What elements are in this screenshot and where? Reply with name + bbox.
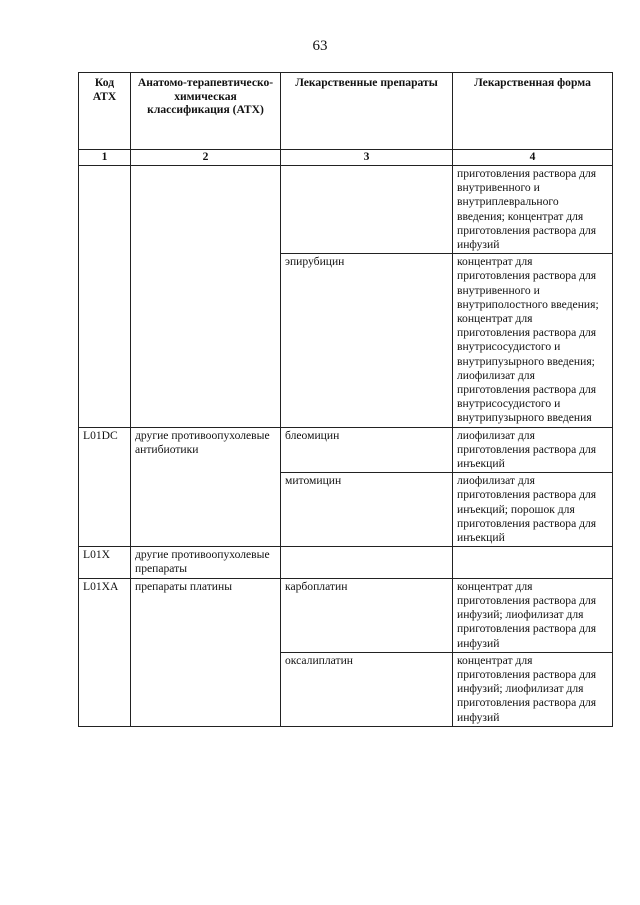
column-number-row <box>79 150 613 166</box>
table-row <box>79 547 613 578</box>
atc-class-cell: другие противоопухолевые препараты <box>131 547 281 578</box>
header-atc-classification: Анатомо-терапевтическо-химическая классификация (АТХ) <box>131 73 281 150</box>
atc-code-cell: L01DC <box>79 427 131 547</box>
header-dosage-form: Лекарственная форма <box>453 73 613 150</box>
drug-cell: митомицин <box>281 473 453 547</box>
drug-cell <box>281 547 453 578</box>
atc-code-cell <box>79 166 131 428</box>
header-atc-code: Код АТХ <box>79 73 131 150</box>
form-cell: лиофилизат для приготовления раствора для инъекций; порошок для приготовления раствора для инъекций <box>453 473 613 547</box>
atc-class-cell: другие противоопухолевые антибиотики <box>131 427 281 547</box>
page-number: 63 <box>312 38 328 54</box>
atc-class-cell <box>131 166 281 428</box>
atc-class-cell: препараты платины <box>131 578 281 726</box>
form-cell: лиофилизат для приготовления раствора для инъекций <box>453 427 613 473</box>
form-cell: приготовления раствора для внутривенного и внутриплеврального введения; концентрат для приготовления раствора для инфузий <box>453 166 613 254</box>
drug-table <box>78 72 613 727</box>
column-number: 4 <box>453 150 613 166</box>
drug-cell: оксалиплатин <box>281 652 453 726</box>
atc-code-cell: L01XA <box>79 578 131 726</box>
form-cell: концентрат для приготовления раствора для инфузий; лиофилизат для приготовления раствора для инфузий <box>453 652 613 726</box>
table-header-row <box>79 73 613 150</box>
form-cell: концентрат для приготовления раствора для внутривенного и внутриполостного введения; концентрат для приготовления раствора для внутрисосудистого и внутрипузырного введения; лиофилизат для приготовления раствора для внутрисосудистого и внутрипузырного введения <box>453 254 613 427</box>
table-row <box>79 166 613 254</box>
table-row <box>79 427 613 473</box>
drug-cell: карбоплатин <box>281 578 453 652</box>
header-drugs: Лекарственные препараты <box>281 73 453 150</box>
form-cell <box>453 547 613 578</box>
drug-cell: эпирубицин <box>281 254 453 427</box>
column-number: 3 <box>281 150 453 166</box>
column-number: 1 <box>79 150 131 166</box>
table-row <box>79 578 613 652</box>
form-cell: концентрат для приготовления раствора для инфузий; лиофилизат для приготовления раствора для инфузий <box>453 578 613 652</box>
drug-cell: блеомицин <box>281 427 453 473</box>
atc-code-cell: L01X <box>79 547 131 578</box>
column-number: 2 <box>131 150 281 166</box>
drug-cell <box>281 166 453 254</box>
